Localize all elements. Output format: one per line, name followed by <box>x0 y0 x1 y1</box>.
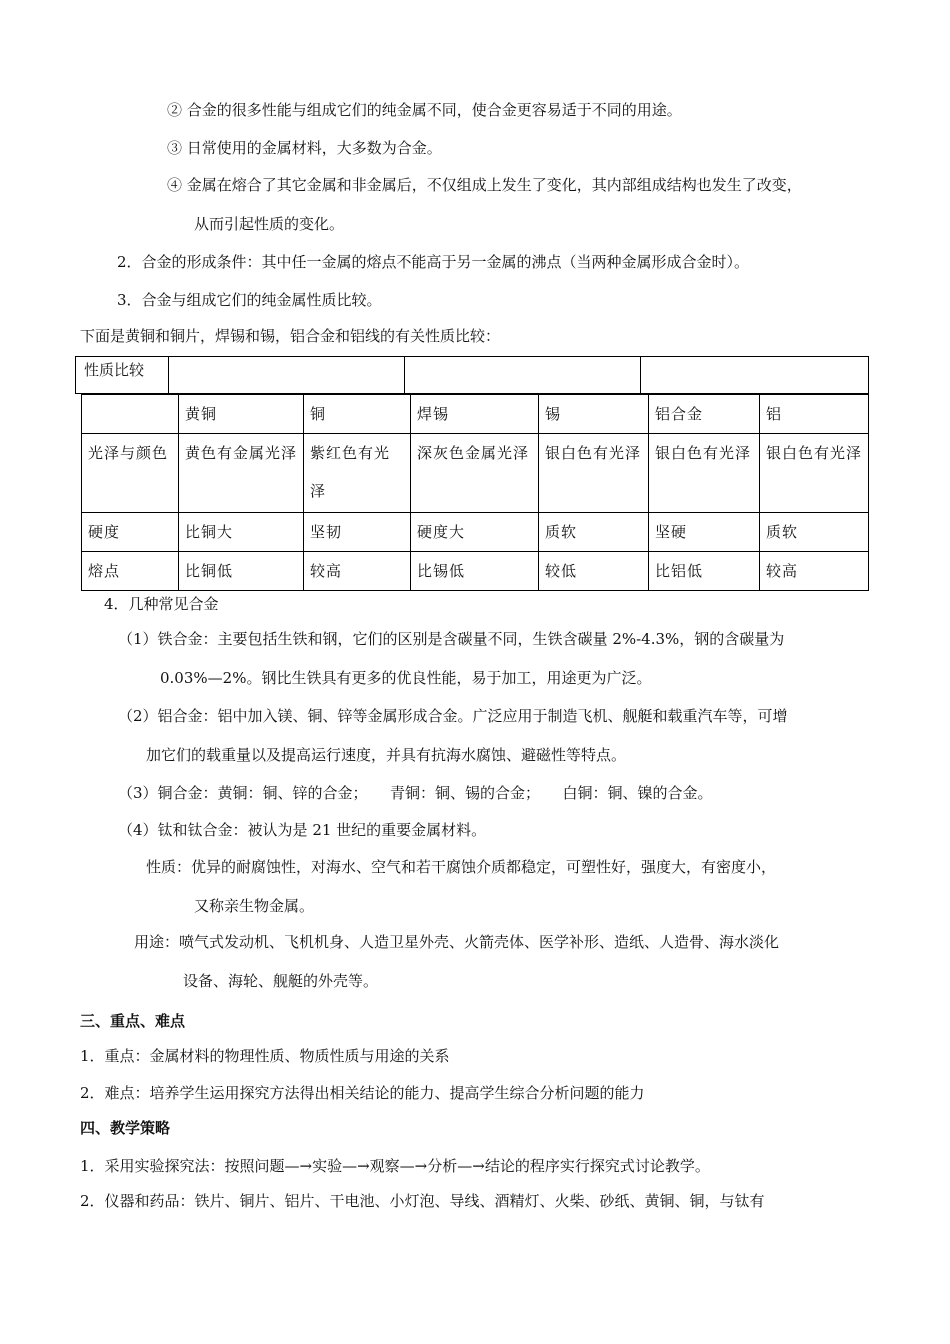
iron-alloy-line2: 0.03%—2%。钢比生铁具有更多的优良性能，易于加工，用途更为广泛。 <box>160 669 652 687</box>
comparison-table <box>81 394 869 591</box>
table-cell: 光泽与颜色 <box>82 434 179 513</box>
table-cell: 紫红色有光泽 <box>304 434 411 513</box>
table-column-header <box>82 395 179 434</box>
table-cell: 硬度大 <box>411 513 539 552</box>
table-header-label: 性质比较 <box>76 357 169 394</box>
section-3-item-1: 1．重点：金属材料的物理性质、物质性质与用途的关系 <box>80 1047 450 1065</box>
table-cell: 较高 <box>760 552 869 591</box>
table-cell: 银白色有光泽 <box>539 434 649 513</box>
section-4-item-1: 1．采用实验探究法：按照问题—→实验—→观察—→分析—→结论的程序实行探究式讨论教学。 <box>80 1157 710 1175</box>
intro-item-2: ② 合金的很多性能与组成它们的纯金属不同，使合金更容易适于不同的用途。 <box>167 101 682 119</box>
table-cell: 比铜低 <box>179 552 304 591</box>
table-header-empty <box>405 357 641 394</box>
table-row <box>82 513 869 552</box>
point-4-title: 4．几种常见合金 <box>104 595 219 613</box>
intro-item-4-line1: ④ 金属在熔合了其它金属和非金属后，不仅组成上发生了变化，其内部组成结构也发生了改变， <box>167 176 802 194</box>
comparison-table-header <box>75 356 869 394</box>
table-cell: 比铝低 <box>649 552 760 591</box>
table-cell: 坚韧 <box>304 513 411 552</box>
table-cell: 比铜大 <box>179 513 304 552</box>
section-3-item-2: 2．难点：培养学生运用探究方法得出相关结论的能力、提高学生综合分析问题的能力 <box>80 1084 645 1102</box>
section-4-item-2: 2．仪器和药品：铁片、铜片、铝片、干电池、小灯泡、导线、酒精灯、火柴、砂纸、黄铜、铜，与钛有 <box>80 1192 765 1210</box>
table-header-empty <box>169 357 405 394</box>
table-cell: 较高 <box>304 552 411 591</box>
table-row <box>82 434 869 513</box>
table-cell: 质软 <box>760 513 869 552</box>
table-row <box>82 552 869 591</box>
table-column-header: 焊锡 <box>411 395 539 434</box>
copper-alloy-line: （3）铜合金：黄铜：铜、锌的合金； 青铜：铜、锡的合金； 白铜：铜、镍的合金。 <box>118 784 713 802</box>
titanium-uses-line1: 用途：喷气式发动机、飞机机身、人造卫星外壳、火箭壳体、医学补形、造纸、人造骨、海水淡化 <box>134 933 780 951</box>
table-cell: 硬度 <box>82 513 179 552</box>
table-column-header: 黄铜 <box>179 395 304 434</box>
point-2: 2．合金的形成条件：其中任一金属的熔点不能高于另一金属的沸点（当两种金属形成合金时）。 <box>117 253 750 271</box>
table-column-header: 铝合金 <box>649 395 760 434</box>
table-cell: 熔点 <box>82 552 179 591</box>
table-cell: 较低 <box>539 552 649 591</box>
table-column-header: 铜 <box>304 395 411 434</box>
section-4-title: 四、教学策略 <box>80 1119 171 1137</box>
titanium-properties-line1: 性质：优异的耐腐蚀性，对海水、空气和若干腐蚀介质都稳定，可塑性好，强度大，有密度小， <box>146 858 777 876</box>
table-cell: 深灰色金属光泽 <box>411 434 539 513</box>
table-cell: 比锡低 <box>411 552 539 591</box>
table-column-header: 锡 <box>539 395 649 434</box>
titanium-alloy-line: （4）钛和钛合金：被认为是 21 世纪的重要金属材料。 <box>118 821 487 839</box>
table-column-header: 铝 <box>760 395 869 434</box>
table-cell: 坚硬 <box>649 513 760 552</box>
point-3: 3．合金与组成它们的纯金属性质比较。 <box>117 291 382 309</box>
table-header-empty <box>641 357 869 394</box>
aluminum-alloy-line1: （2）铝合金：铝中加入镁、铜、锌等金属形成合金。广泛应用于制造飞机、舰艇和载重汽车等，可增 <box>118 707 788 725</box>
iron-alloy-line1: （1）铁合金：主要包括生铁和钢，它们的区别是含碳量不同，生铁含碳量 2%-4.3%，钢的含碳量为 <box>118 630 785 648</box>
table-cell: 银白色有光泽 <box>760 434 869 513</box>
table-cell: 质软 <box>539 513 649 552</box>
titanium-uses-line2: 设备、海轮、舰艇的外壳等。 <box>183 972 379 990</box>
table-intro: 下面是黄铜和铜片，焊锡和锡，铝合金和铝线的有关性质比较： <box>80 327 501 345</box>
intro-item-3: ③ 日常使用的金属材料，大多数为合金。 <box>167 139 442 157</box>
table-cell: 银白色有光泽 <box>649 434 760 513</box>
intro-item-4-line2: 从而引起性质的变化。 <box>194 215 345 233</box>
aluminum-alloy-line2: 加它们的载重量以及提高运行速度，并具有抗海水腐蚀、避磁性等特点。 <box>146 746 627 764</box>
table-cell: 黄色有金属光泽 <box>179 434 304 513</box>
section-3-title: 三、重点、难点 <box>80 1012 186 1030</box>
titanium-properties-line2: 又称亲生物金属。 <box>194 897 315 915</box>
